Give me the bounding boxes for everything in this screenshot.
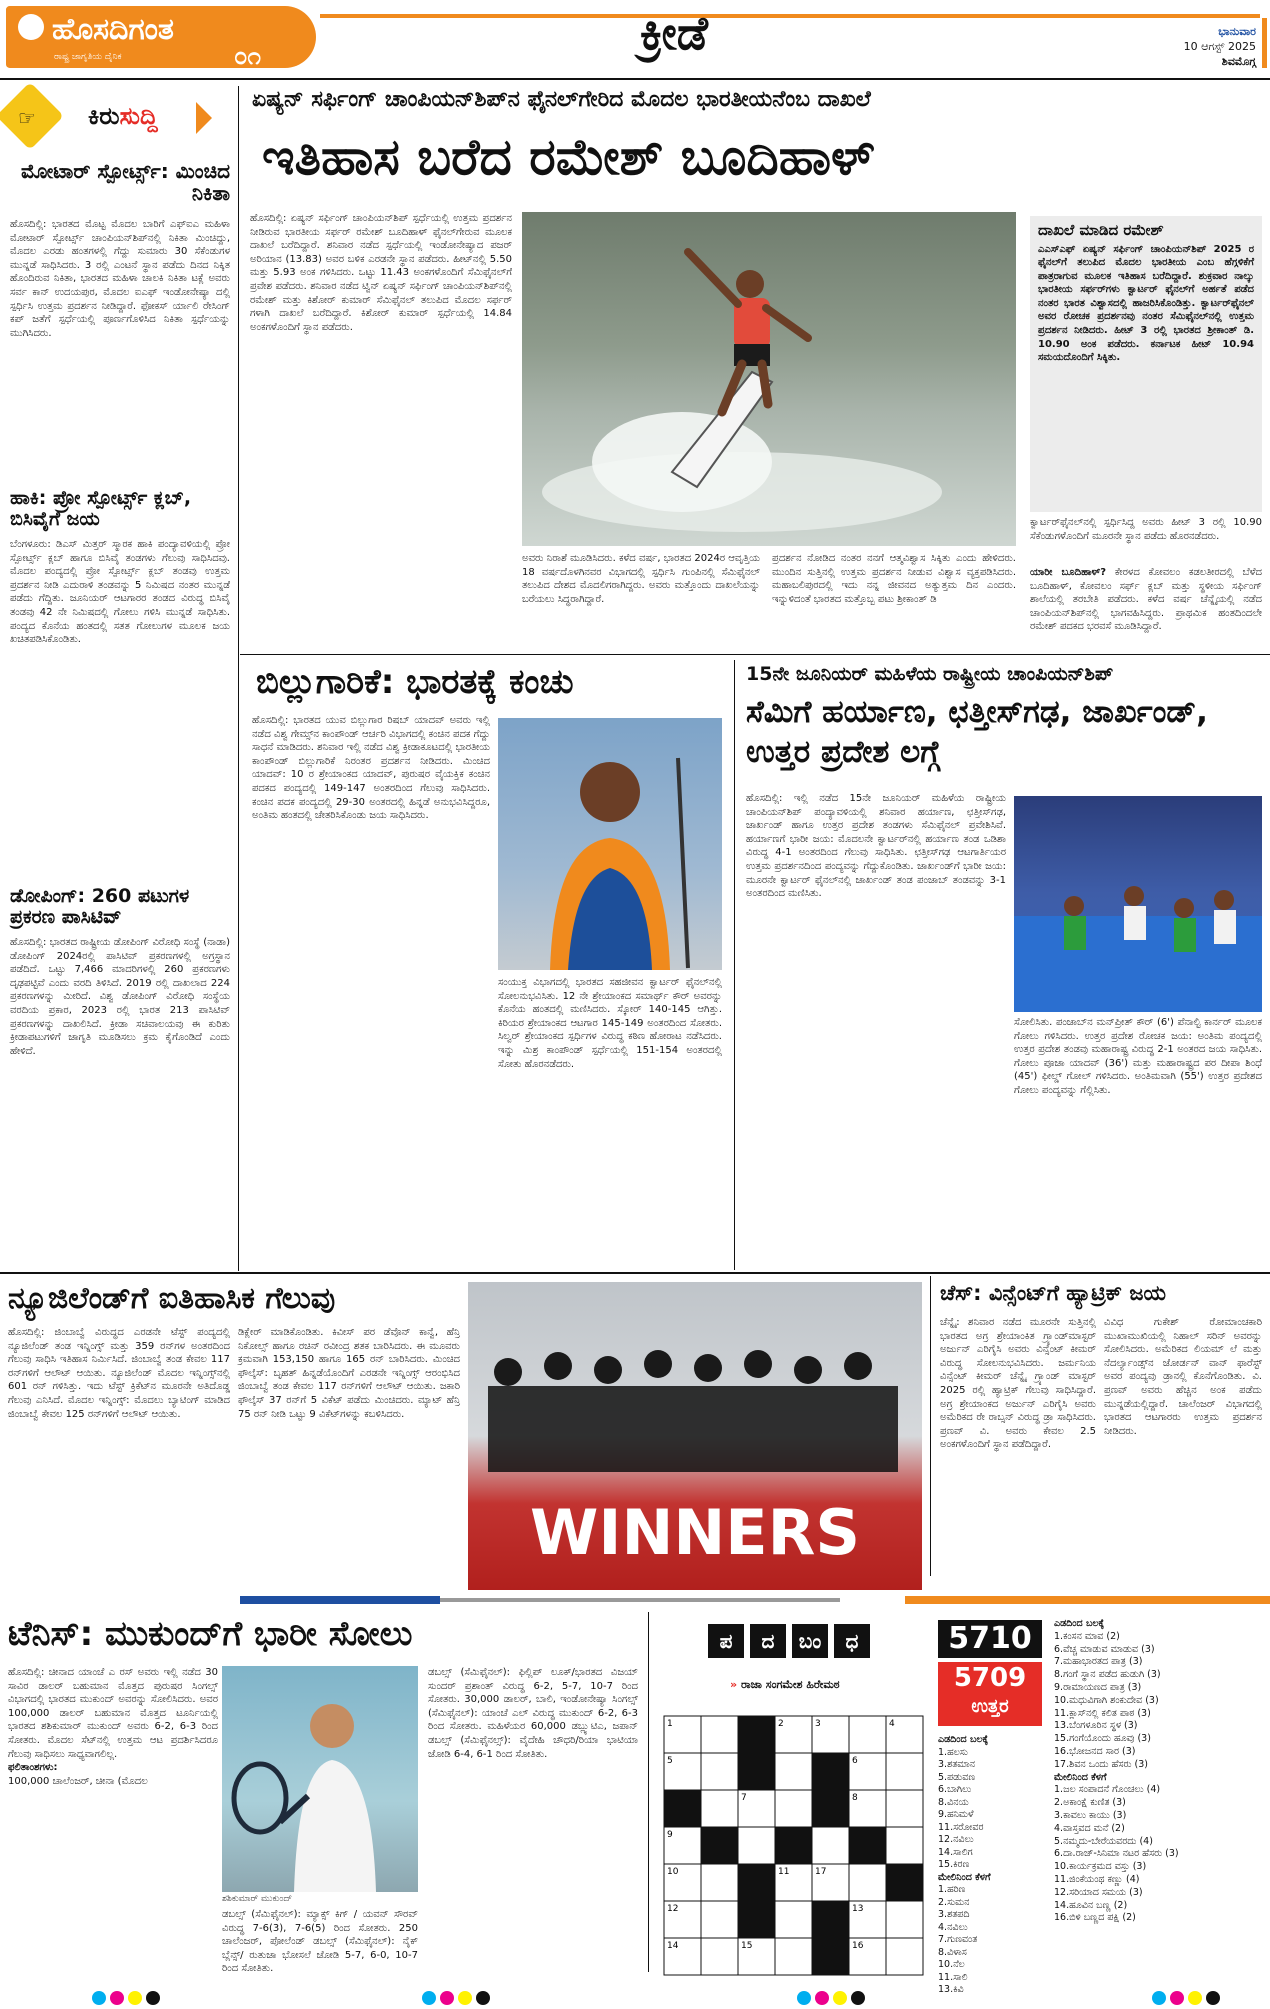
decor-bar-grey bbox=[440, 1598, 840, 1602]
crossword-cell-number: 9 bbox=[667, 1830, 673, 1840]
dateline-bar bbox=[1262, 18, 1267, 68]
tennis-headline: ಟೆನಿಸ್: ಮುಕುಂದ್‌ಗೆ ಭಾರೀ ಸೋಲು bbox=[8, 1614, 413, 1654]
prev-across-list bbox=[938, 1747, 1042, 1872]
crossword-cell bbox=[886, 1864, 923, 1901]
decor-bar-blue bbox=[240, 1596, 440, 1604]
crossword-cell[interactable] bbox=[886, 1938, 923, 1975]
crossword-cell[interactable] bbox=[775, 1753, 812, 1790]
crossword-cell[interactable] bbox=[849, 1864, 886, 1901]
crossword-cell-number: 16 bbox=[852, 1941, 864, 1951]
crossword-cell bbox=[664, 1790, 701, 1827]
prev-across-answer-item: 8.ವಿನಯ bbox=[938, 1796, 969, 1808]
prev-across-answer-item: 3.ಶತಮಾನ bbox=[938, 1759, 975, 1770]
swatch-cyan bbox=[422, 1991, 436, 2005]
left-col-divider bbox=[238, 86, 239, 1271]
crossword-cell-number: 5 bbox=[667, 1756, 673, 1766]
down-clue-item: 10.ಕಾರ್ಯಕ್ರಮದ ವಸ್ತು (3) bbox=[1054, 1861, 1147, 1873]
across-clue-item: 9.ರಾಮಾಯಣದ ಪಾತ್ರ (3) bbox=[1054, 1681, 1142, 1693]
prev-down-answer-item: 1.ಹರಿಣ bbox=[938, 1884, 966, 1895]
prev-down-answer-item: 3.ಶತಪದಿ bbox=[938, 1909, 970, 1920]
down-clue-item: 11.ಜಿಂಕೆಯಂಥ ಕಣ್ಣು (4) bbox=[1054, 1873, 1140, 1885]
across-title: ಎಡದಿಂದ ಬಲಕ್ಕೆ bbox=[1054, 1618, 1105, 1629]
tennis-photo-caption: ಶಶಿಕುಮಾರ್ ಮುಕುಂದ್ bbox=[222, 1894, 293, 1904]
crossword-cell-number: 1 bbox=[667, 1719, 673, 1729]
padabandha-letter-3: ಬಂ bbox=[792, 1624, 828, 1658]
down-title: ಮೇಲಿನಿಂದ ಕೆಳಗೆ bbox=[1054, 1771, 1107, 1783]
crossword-cell bbox=[775, 1827, 812, 1864]
hockey-club-headline: ಹಾಕಿ: ಪ್ರೋ ಸ್ಪೋರ್ಟ್ಸ್ ಕ್ಲಬ್, ಬಿಸಿವೈಗೆ ಜಯ bbox=[10, 487, 192, 530]
crossword-cell[interactable] bbox=[701, 1790, 738, 1827]
doping-headline: ಡೋಪಿಂಗ್: 260 ಪಟುಗಳ ಪ್ರಕರಣ ಪಾಸಿಟಿವ್ bbox=[10, 885, 190, 928]
svg-text:WINNERS: WINNERS bbox=[530, 1496, 860, 1569]
crossword-cell[interactable] bbox=[886, 1790, 923, 1827]
hockey-club-body: ಬೆಂಗಳೂರು: ಡಿಎಸ್ ಮಿತ್ತರ್ ಸ್ಮಾರಕ ಹಾಕಿ ಪಂದ್ಯಾವಳಿಯಲ್ಲಿ ಪ್ರೋ ಸ್ಪೋರ್ಟ್ಸ್ ಕ್ಲಬ್ ಹಾಗೂ ಬಿಸಿವೈ ತಂಡಗಳು ಗೆಲುವು ಸಾಧಿಸಿದವು. ಮೊದಲ ಪಂದ್ಯದಲ್ಲಿ ಪ್ರೋ ಸ್ಪೋರ್ಟ್ಸ್ ಕ್ಲಬ್ ತಂಡವು ಉತ್ತಮ ಪ್ರದರ್ಶನ ನೀಡಿ ಎದುರಾಳಿ ತಂಡವನ್ನು 5 ನಿಮಿಷದ ನಂತರ ಮುನ್ನಡೆ ಪಡೆದು ಗೆದ್ದಿತು. ಜೂನಿಯರ್ ಆಟಗಾರರ ತಂಡದ ವಿರುದ್ಧ ಬಿಸಿವೈ ತಂಡವು 42 ನೇ ನಿಮಿಷದಲ್ಲಿ ಗೋಲು ಗಳಿಸಿ ಮುನ್ನಡೆ ಸಾಧಿಸಿತು. ಪಂದ್ಯದ ಕೊನೆಯ ಹಂತದಲ್ಲಿ ಸತತ ಗೋಲುಗಳ ಮೂಲಕ ಜಯ ಖಚಿತಪಡಿಸಿಕೊಂಡಿತು. bbox=[10, 539, 230, 646]
across-clue-item: 1.ಕಂಸನ ಮಾವ (2) bbox=[1054, 1630, 1120, 1642]
puzzle-author-name: ರಾಜಾ ಸಂಗಮೇಶ ಹಿರೇಮಠ bbox=[740, 1678, 840, 1691]
across-clue-item: 13.ಬೆಂಗಳೂರಿನ ಸ್ಥಳ (3) bbox=[1054, 1720, 1138, 1732]
dateline-day: ಭಾನುವಾರ bbox=[1218, 25, 1256, 38]
down-clue-item: 4.ವಾಸ್ತವದ ಮನೆ (2) bbox=[1054, 1822, 1125, 1834]
tennis-results-label: ಫಲಿತಾಂಶಗಳು: bbox=[8, 1762, 58, 1774]
prev-across-answer-item: 6.ಬಾಗಿಲು bbox=[938, 1784, 972, 1795]
lead-bottom-rule bbox=[240, 654, 1270, 655]
motorsport-body: ಹೊಸದಿಲ್ಲಿ: ಭಾರತದ ಮೊಟ್ಟ ಮೊದಲ ಬಾರಿಗೆ ಎಫ್‌ಐಎ ಮಹಿಳಾ ಮೋಟಾರ್ ಸ್ಪೋರ್ಟ್ಸ್ ಚಾಂಪಿಯನ್‌ಶಿಪ್‌ನಲ್ಲಿ ನಿಕಿತಾ ಮಿಂಚಿದ್ದು, ಮೊದಲ ಎರಡು ಹಂತಗಳಲ್ಲಿ ಗೆದ್ದು ಸುಮಾರು 30 ಸೆಕೆಂಡುಗಳ ಮುನ್ನಡೆ ಸಾಧಿಸಿದರು. 3 ರಲ್ಲಿ ಎಂಟನೆ ಸ್ಥಾನ ಪಡೆದು ದಿನದ ನಿಕ್ಕಿತ ಹೊಂದಿರುವ ನಿಕಿತಾ, ಭಾರತದ ಮಹಿಳಾ ಚಾಲಕಿ ನಿಕಿತಾ ಟಕ್ಲೆ ಅವರು ಸರ್ವ ಕಾನ್ ಉದಯಪುರ, ಮೊದಲ ಐಎಫ್ ಇಂಡೋನೇಷ್ಯಾ ದಲ್ಲಿ ಸ್ಪರ್ಧಿಸಿ ಉತ್ತಮ ಪ್ರದರ್ಶನ ನೀಡಿದ್ದಾರೆ. ಫೋಕಸ್ ರ್ಯಾಲಿ ರೇಸಿಂಗ್ ಕಪ್ ಜತೆಗೆ ಸ್ಪರ್ಧೆಯಲ್ಲಿ ಪೂರ್ಣಗೊಳಿಸಿದ ನಿಕಿತಾ ಸ್ಪರ್ಧೆಯನ್ನು ಮುಗಿಸಿದರು. bbox=[10, 219, 230, 339]
crossword-cell-number: 3 bbox=[815, 1719, 821, 1729]
prev-across-answer-item: 12.ನವಿಲು bbox=[938, 1834, 974, 1845]
decor-bar-orange bbox=[905, 1596, 1270, 1604]
crossword-cell bbox=[812, 1938, 849, 1975]
prev-across-answer-item: 11.ಸರೋವರ bbox=[938, 1821, 984, 1833]
across-clue-item: 10.ಮಧುವಿಗಾಗಿ ಶಂಕುದೇವ (3) bbox=[1054, 1694, 1159, 1706]
chess-body2: ವಿವಿಧ ಗುಕೇಶ್ ರೋಮಾಂಚಕಾರಿ ಮುಖಾಮುಖಿಯಲ್ಲಿ ನಿಹಾಲ್ ಸರಿನ್ ಅವರನ್ನು ಸೋಲಿಸಿದರು. ಅಮೆರಿಕದ ಲಿಯಮ್ ಲೆ ಮತ್ತು ನೆದರ್ಲ್ಯಾಂಡ್ಸ್‌ನ ಜೋರ್ಡನ್ ವಾನ್ ಫಾರೆಸ್ಟ್ ಅವರ ಪಂದ್ಯವು ಡ್ರಾನಲ್ಲಿ ಕೊನೆಗೊಂಡಿತು. ವಿ. ಪ್ರಣವ್ ಅವರು ಹೆಚ್ಚಿನ ಅಂಕ ಪಡೆದು ಮುನ್ನಡೆಯಲ್ಲಿದ್ದಾರೆ. ಚಾಲೆಂಜರ್ ವಿಭಾಗದಲ್ಲಿ ಭಾರತದ ಆಟಗಾರರು ಉತ್ತಮ ಪ್ರದರ್ಶನ ನೀಡಿದರು. bbox=[1104, 1317, 1262, 1437]
chess-body: ಚೆನ್ನೈ: ಶನಿವಾರ ನಡೆದ ಮೂರನೇ ಸುತ್ತಿನಲ್ಲಿ ಭಾರತದ ಅಗ್ರ ಶ್ರೇಯಾಂಕಿತ ಗ್ರ್ಯಾಂಡ್‌ಮಾಸ್ಟರ್ ಅರ್ಜುನ್ ಎರಿಗೈಸಿ ಅವರು ವಿನ್ಸೆಂಟ್ ಕೀಮರ್ ವಿರುದ್ಧ ಸೋಲನುಭವಿಸಿದರು. ಜರ್ಮನಿಯ ವಿನ್ಸೆಂಟ್ ಕೀಮರ್ ಚೆನ್ನೈ ಗ್ರ್ಯಾಂಡ್ ಮಾಸ್ಟರ್ 2025 ರಲ್ಲಿ ಹ್ಯಾಟ್ರಿಕ್ ಗೆಲುವು ಸಾಧಿಸಿದ್ದಾರೆ. ಅಗ್ರ ಶ್ರೇಯಾಂಕದ ಅರ್ಜುನ್ ಎರಿಗೈಸಿ ಅವರು ಅಮೆರಿಕದ ರೇ ರಾಬ್ಸನ್ ವಿರುದ್ಧ ಡ್ರಾ ಸಾಧಿಸಿದರು. ಪ್ರಣವ್ ವಿ. ಅವರು ಕೇವಲ 2.5 ಅಂಕಗಳೊಂದಿಗೆ ಸ್ಥಾನ ಪಡೆದಿದ್ದಾರೆ. bbox=[940, 1317, 1096, 1451]
down-clue-item: 6.ದಾ.ರಾಜ್-ಸಿನಿಮಾ ನಟರ ಹೆಸರು (3) bbox=[1054, 1848, 1179, 1860]
who-body: ಕೇರಳದ ಕೋವಲಂ ಕಡಲತೀರದಲ್ಲಿ ಬೆಳೆದ ಬೂದಿಹಾಳ್, ಕೋವಲಂ ಸರ್ಫ್ ಕ್ಲಬ್ ಮತ್ತು ಸ್ಥಳೀಯ ಸರ್ಫಿಂಗ್ ಶಾಲೆಯಲ್ಲಿ ತರಬೇತಿ ಪಡೆದರು. ಕಳೆದ ವರ್ಷ ಚೆನ್ನೈಯಲ್ಲಿ ನಡೆದ ಚಾಂಪಿಯನ್‌ಶಿಪ್‌ನಲ್ಲಿ ಭಾಗವಹಿಸಿದ್ದರು. ಪ್ರಾಥಮಿಕ ಹಂತದಿಂದಲೇ ರಮೇಶ್ ಪದಕದ ಭರವಸೆ ಮೂಡಿಸಿದ್ದಾರೆ. bbox=[1030, 567, 1262, 633]
across-clue-item: 15.ಗಂಗೆಯೊಂದು ಹೂವು (3) bbox=[1054, 1733, 1151, 1745]
down-clue-item: 2.ಅಕಾಂಕ್ಷೆ ಕುಣಿತ (3) bbox=[1054, 1797, 1126, 1809]
archery-headline: ಬಿಲ್ಲುಗಾರಿಕೆ: ಭಾರತಕ್ಕೆ ಕಂಚು bbox=[256, 662, 574, 702]
crossword-cell[interactable] bbox=[701, 1753, 738, 1790]
tennis-player-photo bbox=[222, 1666, 418, 1892]
padabandha-title bbox=[708, 1624, 888, 1658]
logo-tagline: ರಾಷ್ಟ್ರ ಜಾಗೃತಿಯ ದೈನಿಕ bbox=[54, 52, 122, 62]
crossword-cell[interactable] bbox=[886, 1901, 923, 1938]
down-clue-item: 1.ಜಲ ಸಂಪಾದನೆ ಗೊಂಚಲು (4) bbox=[1054, 1784, 1161, 1796]
padabandha-letter-2: ದ bbox=[750, 1624, 786, 1658]
crossword-cell-number: 10 bbox=[667, 1867, 679, 1877]
swatch-yellow bbox=[458, 1991, 472, 2005]
archery-body2: ಸಂಯುಕ್ತ ವಿಭಾಗದಲ್ಲಿ ಭಾರತದ ಸಹಜೀವನ ಕ್ವಾರ್ಟರ್ ಫೈನಲ್‌ನಲ್ಲಿ ಸೋಲನುಭವಿಸಿತು. 12 ನೇ ಶ್ರೇಯಾಂಕದ ಸಮಾರ್ಥ್ ಕೌರ್ ಅವರನ್ನು ಕೊನೆಯ ಹಂತದಲ್ಲಿ ಮಣಿಸಿದರು. ಸ್ಕೋರ್ 140-145 ಆಗಿತ್ತು. ಕಿರಿಯರ ಶ್ರೇಯಾಂಕದ ಆಟಗಾರ 145-149 ಅಂತರದಿಂದ ಸೋತರು. ಸಿಲ್ವರ್ ಶ್ರೇಯಾಂಕದ ಸ್ಪರ್ಧಿಗಳ ವಿರುದ್ಧ ಕಠಿಣ ಹೋರಾಟ ನಡೆಸಿದರು. ಇನ್ನು ಮಿಶ್ರ ಕಾಂಪೌಂಡ್ ಸ್ಪರ್ಧೆಯಲ್ಲಿ 151-154 ಅಂತರದಲ್ಲಿ ಸೋತು ಹೊರನಡೆದರು. bbox=[498, 977, 722, 1070]
author-arrow-icon: » bbox=[730, 1678, 738, 1691]
swatch-black bbox=[146, 1991, 160, 2005]
crossword-cell-number: 13 bbox=[852, 1904, 864, 1914]
crossword-cell[interactable] bbox=[701, 1938, 738, 1975]
crossword-cell[interactable] bbox=[701, 1716, 738, 1753]
swatch-cyan bbox=[797, 1991, 811, 2005]
down-clue-item: 14.ಹೂವಿನ ಬಣ್ಣ (2) bbox=[1054, 1899, 1128, 1911]
down-clue-item: 5.ನಮ್ಮದು-ಬೇರೆಯವರದು (4) bbox=[1054, 1835, 1153, 1847]
crossword-grid-svg[interactable] bbox=[662, 1714, 924, 1976]
prev-down-answer-item: 10.ನೆಲ bbox=[938, 1959, 965, 1970]
puzzle-divider bbox=[648, 1612, 649, 1972]
archer-photo bbox=[498, 718, 722, 970]
surfer-photo bbox=[522, 212, 1016, 546]
chess-headline: ಚೆಸ್: ವಿನ್ಸೆಂಟ್‌ಗೆ ಹ್ಯಾಟ್ರಿಕ್ ಜಯ bbox=[940, 1281, 1166, 1305]
hockey-kicker: 15ನೇ ಜೂನಿಯರ್ ಮಹಿಳೆಯ ರಾಷ್ಟ್ರೀಯ ಚಾಂಪಿಯನ್‌ಶಿಪ್ bbox=[746, 663, 1114, 685]
across-clue-item: 17.ಶಿವನ ಒಂದು ಹೆಸರು (3) bbox=[1054, 1758, 1149, 1770]
color-swatches-4 bbox=[1150, 1990, 1222, 2009]
newspaper-logo bbox=[6, 6, 316, 68]
crossword-cell-number: 7 bbox=[741, 1793, 747, 1803]
crossword-cell-number: 14 bbox=[667, 1941, 679, 1951]
crossword-cell[interactable] bbox=[849, 1716, 886, 1753]
crossword-grid[interactable] bbox=[662, 1714, 924, 1976]
prev-down-list bbox=[938, 1884, 1042, 1997]
prev-down-answer-item: 2.ಸುಮನ bbox=[938, 1896, 970, 1908]
down-clue-item: 3.ಕಾವಲು ಕಾಯು (3) bbox=[1054, 1809, 1127, 1821]
tennis-illustration bbox=[222, 1666, 418, 1892]
motorsport-headline: ಮೋಟಾರ್ ಸ್ಪೋರ್ಟ್ಸ್: ಮಿಂಚಿದ ನಿಕಿತಾ bbox=[21, 159, 230, 205]
answers-box bbox=[938, 1662, 1042, 1726]
masthead-divider bbox=[0, 78, 1270, 80]
kiru-label bbox=[88, 102, 158, 130]
hockey-body2: ಸೋಲಿಸಿತು. ಪಂಜಾಬ್‌ನ ಮನ್‌ಪ್ರೀತ್ ಕೌರ್ (6') ಪೆನಾಲ್ಟಿ ಕಾರ್ನರ್ ಮೂಲಕ ಗೋಲು ಗಳಿಸಿದರು. ಉತ್ತರ ಪ್ರದೇಶ ರೋಚಕ ಜಯ: ಅಂತಿಮ ಪಂದ್ಯದಲ್ಲಿ ಉತ್ತರ ಪ್ರದೇಶ ತಂಡವು ಮಹಾರಾಷ್ಟ್ರ ವಿರುದ್ಧ 2-1 ಅಂತರದ ಜಯ ಸಾಧಿಸಿತು. ಗೋಲು ಪೂಜಾ ಯಾದವ್ (36') ಮತ್ತು ಮಹಾರಾಷ್ಟ್ರದ ಪರ ದೀಪಾ ಶಿಂಧೆ (45') ಫೀಲ್ಡ್ ಗೋಲ್ ಗಳಿಸಿದರು. ಅಂತಿಮವಾಗಿ (55') ಉತ್ತರ ಪ್ರದೇಶದ ಗೋಲು ಪಂದ್ಯವನ್ನು ಗೆಲ್ಲಿಸಿತು. bbox=[1014, 1017, 1262, 1096]
crossword-cell bbox=[812, 1753, 849, 1790]
masthead bbox=[0, 0, 1270, 78]
tennis-results-line: 100,000 ಚಾಲೆಂಜರ್, ಚೀನಾ (ಮೊದಲ bbox=[8, 1775, 148, 1787]
mid-divider bbox=[0, 1272, 1270, 1274]
swatch-cyan bbox=[92, 1991, 106, 2005]
swatch-black bbox=[476, 1991, 490, 2005]
puzzle-author bbox=[730, 1678, 840, 1692]
crossword-cell-number: 15 bbox=[741, 1941, 753, 1951]
cricket-body2: ಡಿಕ್ಲೇರ್ ಮಾಡಿಕೊಂಡಿತು. ಕಿವೀಸ್ ಪರ ಡೆವೊನ್ ಕಾನ್ವೆ, ಹೆನ್ರಿ ನಿಕೋಲ್ಸ್ ಹಾಗೂ ರಚಿನ್ ರವೀಂದ್ರ ಶತಕ ಬಾರಿಸಿದರು. ಈ ಮೂವರು ಕ್ರಮವಾಗಿ 153,150 ಹಾಗೂ 165 ರನ್ ಬಾರಿಸಿದರು. ಮಿಂಚಿದ ಫೌಲ್ಕೆಸ್: ಬೃಹತ್ ಹಿನ್ನಡೆಯೊಂದಿಗೆ ಎರಡನೇ ಇನ್ನಿಂಗ್ಸ್ ಆರಂಭಿಸಿದ ಜಿಂಬಾಬ್ವೆ ತಂಡ ಕೇವಲ 117 ರನ್‌ಗಳಿಗೆ ಆಲೌಟ್ ಆಯಿತು. ಜಕಾರಿ ಫೌಲ್ಕೆಸ್ 37 ರನ್‌ಗೆ 5 ವಿಕೆಟ್ ಪಡೆದು ಮಿಂಚಿದರು. ಮ್ಯಾಟ್ ಹೆನ್ರಿ 75 ರನ್ ನೀಡಿ ಒಟ್ಟು 9 ವಿಕೆಟ್‌ಗಳನ್ನು ಕಬಳಿಸಿದರು. bbox=[238, 1327, 460, 1420]
hockey-headline: ಸೆಮಿಗೆ ಹರ್ಯಾಣ, ಛತ್ತೀಸ್‌ಗಢ, ಜಾರ್ಖಂಡ್, ಉತ್ತರ ಪ್ರದೇಶ ಲಗ್ಗೆ bbox=[746, 694, 1208, 770]
crossword-cell[interactable] bbox=[775, 1938, 812, 1975]
swatch-magenta bbox=[1170, 1991, 1184, 2005]
lead-body-col1: ಹೊಸದಿಲ್ಲಿ: ಏಷ್ಯನ್ ಸರ್ಫಿಂಗ್ ಚಾಂಪಿಯನ್‌ಶಿಪ್ ಸ್ಪರ್ಧೆಯಲ್ಲಿ ಉತ್ತಮ ಪ್ರದರ್ಶನ ನೀಡಿರುವ ಭಾರತೀಯ ಸರ್ಫರ್ ರಮೇಶ್ ಬೂದಿಹಾಳ್ ಫೈನಲ್‌ಗೇರುವ ಮೂಲಕ ದಾಖಲೆ ಬರೆದಿದ್ದಾರೆ. ಶನಿವಾರ ನಡೆದ ಸ್ಪರ್ಧೆಯಲ್ಲಿ ಇಂಡೋನೇಷ್ಯಾದ ಪಜರ್ ಅರಿಯಾನ (13.83) ಅವರ ಬಳಿಕ ಎರಡನೇ ಸ್ಥಾನ ಪಡೆದರು. ಹೀಟ್‌ನಲ್ಲಿ 5.50 ಮತ್ತು 5.93 ಅಂಕ ಗಳಿಸಿದರು. ಒಟ್ಟು 11.43 ಅಂಕಗಳೊಂದಿಗೆ ಸೆಮಿಫೈನಲ್‌ಗೆ ಪ್ರವೇಶ ಪಡೆದರು. ಶನಿವಾರ ನಡೆದ ಟ್ವಿನ್ ಏಷ್ಯನ್ ಸರ್ಫಿಂಗ್ ಚಾಂಪಿಯನ್‌ಶಿಪ್‌ನಲ್ಲಿ ರಮೇಶ್ ಮತ್ತು ಕಿಶೋರ್ ಕುಮಾರ್ ಸೆಮಿಫೈನಲ್ ತಲುಪಿದ ಮೊದಲ ಸರ್ಫರ್ ಗಳಾಗಿ ದಾಖಲೆ ಬರೆದಿದ್ದಾರೆ. ಕಿಶೋರ್ ಕುಮಾರ್ ಸ್ಪರ್ಧೆಯಲ್ಲಿ 14.84 ಅಂಕಗಳೊಂದಿಗೆ ಸ್ಥಾನ ಪಡೆದರು. bbox=[250, 213, 512, 333]
crossword-cell[interactable] bbox=[886, 1827, 923, 1864]
across-clue-item: 11.ಕ್ಲಾಸ್‌ನಲ್ಲಿ ಕಲಿತ ಪಾಠ (3) bbox=[1054, 1707, 1151, 1719]
lead-body-col3: ಪ್ರದರ್ಶನ ನೋಡಿದ ನಂತರ ನನಗೆ ಆತ್ಮವಿಶ್ವಾಸ ಸಿಕ್ಕಿತು ಎಂದು ಹೇಳಿದರು. ಮುಂದಿನ ಸುತ್ತಿನಲ್ಲಿ ಉತ್ತಮ ಪ್ರದರ್ಶನ ನೀಡುವ ವಿಶ್ವಾಸ ವ್ಯಕ್ತಪಡಿಸಿದರು. ಮಹಾಬಲಿಪುರದಲ್ಲಿ ಇದು ನನ್ನ ಜೀವನದ ಅತ್ಯುತ್ತಮ ದಿನ ಎಂದರು. ಇನ್ನುಳಿದಂತೆ ಭಾರತದ ಮತ್ತೊಬ್ಬ ಪಟು ಶ್ರೀಕಾಂತ್ ಡಿ bbox=[772, 553, 1016, 605]
crossword-cell[interactable] bbox=[738, 1827, 775, 1864]
section-title: ಕ್ರೀಡೆ bbox=[640, 6, 708, 60]
lead-headline: ಇತಿಹಾಸ ಬರೆದ ರಮೇಶ್ ಬೂದಿಹಾಳ್ bbox=[262, 128, 875, 186]
down-clue-item: 16.ಬಿಳಿ ಬಣ್ಣದ ಪಕ್ಷಿ (2) bbox=[1054, 1912, 1136, 1924]
tennis-text: ಹೊಸದಿಲ್ಲಿ: ಚೀನಾದ ಯಾಂಚೆ ಎ ರಸ್ ಅವರು ಇಲ್ಲಿ ನಡೆದ 30 ಸಾವಿರ ಡಾಲರ್ ಬಹುಮಾನ ಮೊತ್ತದ ಪುರುಷರ ಸಿಂಗಲ್ಸ್ ವಿಭಾಗದಲ್ಲಿ ಭಾರತದ ಮುಕುಂದ್ ಅವರನ್ನು ಸೋಲಿಸಿದರು. ಅವರ 100,000 ಡಾಲರ್ ಬಹುಮಾನ ಮೊತ್ತದ ಟೂರ್ನಿಯಲ್ಲಿ ಭಾರತದ ಶಶಿಕುಮಾರ್ ಮುಕುಂದ್ ಅವರು 6-2, 6-3 ರಿಂದ ಸೋತರು. ಮೊದಲ ಸೆಟ್‌ನಲ್ಲಿ ಉತ್ತಮ ಆಟ ಪ್ರದರ್ಶಿಸಿದರೂ ಗೆಲುವು ಸಾಧಿಸಲು ಸಾಧ್ಯವಾಗಲಿಲ್ಲ. bbox=[8, 1667, 218, 1760]
lead-kicker: ಏಷ್ಯನ್ ಸರ್ಫಿಂಗ್ ಚಾಂಪಿಯನ್‌ಶಿಪ್‌ನ ಫೈನಲ್‌ಗೇರಿದ ಮೊದಲ ಭಾರತೀಯನೆಂಬ ದಾಖಲೆ bbox=[252, 87, 871, 112]
crossword-cell bbox=[701, 1827, 738, 1864]
prev-across-answer-item: 5.ಪಡುವಣ bbox=[938, 1771, 976, 1783]
arrow-icon bbox=[196, 102, 212, 134]
across-clue-item: 8.ಗಂಗೆ ಸ್ಥಾನ ಪಡೆದ ಹುಡುಗಿ (3) bbox=[1054, 1669, 1161, 1681]
record-box bbox=[1030, 216, 1262, 512]
prev-answers bbox=[938, 1734, 1042, 1995]
prev-down-title: ಮೇಲಿನಿಂದ ಕೆಳಗೆ bbox=[938, 1871, 991, 1883]
prev-across-answer-item: 14.ಸಾಲಿಗ bbox=[938, 1846, 973, 1858]
prev-down-answer-item: 7.ಗುಣವಂತ bbox=[938, 1934, 978, 1945]
kiru-suddi-banner bbox=[6, 88, 228, 148]
record-box-title: ದಾಖಲೆ ಮಾಡಿದ ರಮೇಶ್ bbox=[1038, 221, 1164, 239]
prev-across-answer-item: 1.ಹಲಸು bbox=[938, 1746, 968, 1758]
crossword-cell-number: 4 bbox=[889, 1719, 895, 1729]
archery-body: ಹೊಸದಿಲ್ಲಿ: ಭಾರತದ ಯುವ ಬಿಲ್ಲುಗಾರ ರಿಷಬ್ ಯಾದವ್ ಅವರು ಇಲ್ಲಿ ನಡೆದ ವಿಶ್ವ ಗೇಮ್ಸ್‌ನ ಕಾಂಪೌಂಡ್ ಆರ್ಚರಿ ವಿಭಾಗದಲ್ಲಿ ಕಂಚಿನ ಪದಕ ಗೆದ್ದು ಸಾಧನೆ ಮಾಡಿದರು. ಶನಿವಾರ ಇಲ್ಲಿ ನಡೆದ ವಿಶ್ವ ಕ್ರೀಡಾಕೂಟದಲ್ಲಿ ಭಾರತೀಯ ಕಾಂಪೌಂಡ್ ಬಿಲ್ಲುಗಾರಿಕೆ ನಿರಂತರ ಪ್ರದರ್ಶನ ನೀಡಿದರು. ಮಿಂಚಿದ ಯಾದವ್: 10 ರ ಶ್ರೇಯಾಂಕದ ಯಾದವ್, ಪುರುಷರ ವೈಯಕ್ತಿಕ ಕಂಚಿನ ಪದಕದ ಪಂದ್ಯದಲ್ಲಿ 149-147 ಅಂತರದಿಂದ ಗೆಲುವು ಸಾಧಿಸಿದರು. ಕಂಚಿನ ಪದಕ ಪಂದ್ಯದಲ್ಲಿ 29-30 ಅಂತರದಲ್ಲಿ ಹಿನ್ನಡೆ ಅನುಭವಿಸಿದ್ದರೂ, ಅಂತಿಮ ಹಂತದಲ್ಲಿ ಚೇತರಿಸಿಕೊಂಡು ಜಯ ಸಾಧಿಸಿದರು. bbox=[252, 715, 490, 822]
dateline-city: ಶಿವಮೊಗ್ಗ bbox=[1221, 55, 1256, 68]
kiru-label-b: ಸುದ್ದಿ bbox=[119, 102, 158, 130]
hockey-illustration bbox=[1014, 796, 1262, 1012]
swatch-magenta bbox=[440, 1991, 454, 2005]
hockey-photo bbox=[1014, 796, 1262, 1012]
cricket-team-photo bbox=[468, 1282, 922, 1590]
lead-body-col2: ಅವರು ನಿರಾಶೆ ಮೂಡಿಸಿದರು. ಕಳೆದ ವರ್ಷ, ಭಾರತದ 2024ರ ಆವೃತ್ತಿಯ 18 ವರ್ಷದೊಳಗಿನವರ ವಿಭಾಗದಲ್ಲಿ ಸ್ಪರ್ಧಿಸಿ ಗುಂಪಿನಲ್ಲಿ ಸೆಮಿಫೈನಲ್ ತಲುಪಿದ ದೇಶದ ಮೊದಲಿಗರಾಗಿದ್ದರು. ಅವರು ಮತ್ತೊಂದು ದಾಖಲೆಯನ್ನು ಬರೆಯಲು ಸಿದ್ಧರಾಗಿದ್ದಾರೆ. bbox=[522, 553, 760, 605]
doping-body: ಹೊಸದಿಲ್ಲಿ: ಭಾರತದ ರಾಷ್ಟ್ರೀಯ ಡೋಪಿಂಗ್ ವಿರೋಧಿ ಸಂಸ್ಥೆ (ನಾಡಾ) ಡೋಪಿಂಗ್ 2024ರಲ್ಲಿ ಪಾಸಿಟಿವ್ ಪ್ರಕರಣಗಳಲ್ಲಿ ಅಗ್ರಸ್ಥಾನ ಪಡೆದಿದೆ. ಒಟ್ಟು 7,466 ಮಾದರಿಗಳಲ್ಲಿ 260 ಪ್ರಕರಣಗಳು ದೃಢಪಟ್ಟಿವೆ ಎಂದು ವರದಿ ತಿಳಿಸಿದೆ. 2019 ರಲ್ಲಿ ದಾಖಲಾದ 224 ಪ್ರಕರಣಗಳನ್ನು ಮೀರಿದೆ. ವಿಶ್ವ ಡೋಪಿಂಗ್ ವಿರೋಧಿ ಸಂಸ್ಥೆಯ ವರದಿಯ ಪ್ರಕಾರ, 2023 ರಲ್ಲಿ ಭಾರತ 213 ಪಾಸಿಟಿವ್ ಪ್ರಕರಣಗಳನ್ನು ದಾಖಲಿಸಿದೆ. ಕ್ರೀಡಾ ಸಚಿವಾಲಯವು ಈ ಕುರಿತು ಕ್ರೀಡಾಪಟುಗಳಿಗೆ ಜಾಗೃತಿ ಮೂಡಿಸಲು ಕ್ರಮ ಕೈಗೊಂಡಿದೆ ಎಂದು ಹೇಳಿದೆ. bbox=[10, 937, 230, 1057]
down-clue-item: 12.ಸರಿಯಾದ ಸಮಯ (3) bbox=[1054, 1886, 1143, 1898]
hand-glyph: ☞ bbox=[18, 106, 36, 130]
crossword-cell bbox=[738, 1901, 775, 1938]
crossword-cell[interactable] bbox=[701, 1901, 738, 1938]
dateline-date: 10 ಆಗಸ್ಟ್ 2025 bbox=[1183, 40, 1256, 53]
chess-divider bbox=[930, 1276, 931, 1576]
crossword-cell bbox=[812, 1901, 849, 1938]
color-swatches-1 bbox=[90, 1990, 162, 2009]
padabandha-letter-1: ಪ bbox=[708, 1624, 744, 1658]
prev-puzzle-number: 5709 bbox=[953, 1663, 1027, 1693]
crossword-cell bbox=[738, 1716, 775, 1753]
crossword-cell-number: 17 bbox=[815, 1867, 827, 1877]
crossword-cell[interactable] bbox=[775, 1790, 812, 1827]
tennis-body bbox=[8, 1666, 218, 1968]
swatch-black bbox=[1206, 1991, 1220, 2005]
crossword-cell-number: 6 bbox=[852, 1756, 858, 1766]
crossword-cell-number: 11 bbox=[778, 1867, 790, 1877]
crossword-cell bbox=[849, 1827, 886, 1864]
swatch-cyan bbox=[1152, 1991, 1166, 2005]
answers-label: ಉತ್ತರ bbox=[971, 1696, 1009, 1717]
crossword-cell[interactable] bbox=[812, 1827, 849, 1864]
crossword-cell bbox=[738, 1864, 775, 1901]
who-title: ಯಾರೀ ಬೂದಿಹಾಳ್? bbox=[1030, 567, 1107, 578]
logo-emblem-icon bbox=[18, 14, 44, 40]
crossword-cell[interactable] bbox=[775, 1901, 812, 1938]
logo-title: ಹೊಸದಿಗಂತ bbox=[52, 12, 174, 47]
kiru-label-a: ಕಿರು bbox=[88, 102, 120, 130]
prev-down-answer-item: 4.ನವಿಲು bbox=[938, 1921, 968, 1933]
puzzle-number: 5710 bbox=[938, 1620, 1042, 1658]
color-swatches-3 bbox=[795, 1990, 867, 2009]
across-clue-item: 16.ಭೋಜನದ ಸಾರ (3) bbox=[1054, 1745, 1136, 1757]
page-number: ೦೧ bbox=[234, 42, 261, 70]
crossword-cell[interactable] bbox=[701, 1864, 738, 1901]
prev-across-answer-item: 15.ಕಿರಣ bbox=[938, 1859, 970, 1870]
clues bbox=[1054, 1618, 1264, 1972]
crossword-cell bbox=[738, 1753, 775, 1790]
swatch-yellow bbox=[833, 1991, 847, 2005]
down-clue-list bbox=[1054, 1784, 1264, 1925]
archery-divider bbox=[734, 660, 735, 1270]
prev-down-answer-item: 8.ವಿಳಾಸ bbox=[938, 1946, 967, 1958]
prev-across-answer-item: 9.ಹನಿಮಳೆ bbox=[938, 1809, 974, 1820]
archer-illustration bbox=[498, 718, 722, 970]
crossword-cell-number: 12 bbox=[667, 1904, 679, 1914]
swatch-magenta bbox=[815, 1991, 829, 2005]
team-illustration bbox=[468, 1282, 922, 1590]
dateline bbox=[1140, 24, 1256, 69]
padabandha-letter-4: ಧ bbox=[834, 1624, 870, 1658]
surfer-illustration bbox=[522, 212, 1016, 546]
crossword-cell-number: 8 bbox=[852, 1793, 858, 1803]
prev-down-answer-item: 13.ಕಿವಿ bbox=[938, 1984, 964, 1995]
swatch-yellow bbox=[128, 1991, 142, 2005]
crossword-cell bbox=[812, 1790, 849, 1827]
across-clue-item: 6.ವೆಚ್ಚ ಮಾಡುವ ಮಾಡುವ (3) bbox=[1054, 1643, 1155, 1655]
color-swatches-2 bbox=[420, 1990, 492, 2009]
across-clue-item: 7.ಮಹಾಭಾರತದ ಪಾತ್ರ (3) bbox=[1054, 1656, 1143, 1668]
masthead-rule bbox=[320, 14, 1260, 18]
swatch-magenta bbox=[110, 1991, 124, 2005]
prev-down-answer-item: 11.ಸಾಲಿ bbox=[938, 1971, 968, 1983]
record-box-body: ಎಎಸ್ಎಫ್ ಏಷ್ಯನ್ ಸರ್ಫಿಂಗ್ ಚಾಂಪಿಯನ್‌ಶಿಪ್ 2025 ರ ಫೈನಲ್‌ಗೆ ತಲುಪಿದ ಮೊದಲ ಭಾರತೀಯ ಎಂಬ ಹೆಗ್ಗಳಿಕೆಗೆ ಪಾತ್ರರಾಗುವ ಮೂಲಕ ಇತಿಹಾಸ ಬರೆದಿದ್ದಾರೆ. ಶುಕ್ರವಾರ ನಾಲ್ಕು ಭಾರತೀಯ ಸರ್ಫರ್‌ಗಳು ಕ್ವಾರ್ಟರ್ ಫೈನಲ್‌ಗೆ ಅರ್ಹತೆ ಪಡೆದ ನಂತರ ಭಾರತ ವಿಶ್ವಾಸದಲ್ಲಿ ಹಾಜರಿಸಿಕೊಂಡಿತ್ತು. ಕ್ವಾರ್ಟರ್‌ಫೈನಲ್ ಅವರ ರೋಚಕ ಪ್ರದರ್ಶನವು ನಂತರ ಸೆಮಿಫೈನಲ್‌ನಲ್ಲಿ ಉತ್ತಮ ಪ್ರದರ್ಶನ ನೀಡಿದರು. ಹೀಟ್ 3 ರಲ್ಲಿ ಭಾರತದ ಶ್ರೀಕಾಂತ್ ಡಿ. 10.90 ಅಂಕ ಪಡೆದರು. ಕರ್ನಾಟಕ ಹೀಟ್ 10.94 ಸಮಯದೊಂದಿಗೆ ಸಿಕ್ಕಿತು. bbox=[1038, 243, 1254, 364]
record-below-box: ಕ್ವಾರ್ಟರ್‌ಫೈನಲ್‌ನಲ್ಲಿ ಸ್ಪರ್ಧಿಸಿದ್ದ ಅವರು ಹೀಟ್ 3 ರಲ್ಲಿ 10.90 ಸೆಕೆಂಡುಗಳೊಂದಿಗೆ ಮೂರನೇ ಸ್ಥಾನ ಪಡೆದು ಹೊರನಡೆದರು. bbox=[1030, 517, 1262, 542]
crossword-cell-number: 2 bbox=[778, 1719, 784, 1729]
hockey-body: ಹೊಸದಿಲ್ಲಿ: ಇಲ್ಲಿ ನಡೆದ 15ನೇ ಜೂನಿಯರ್ ಮಹಿಳೆಯ ರಾಷ್ಟ್ರೀಯ ಚಾಂಪಿಯನ್‌ಶಿಪ್ ಪಂದ್ಯಾವಳಿಯಲ್ಲಿ ಶನಿವಾರ ಹರ್ಯಾಣ, ಛತ್ತೀಸ್‌ಗಢ, ಜಾರ್ಖಂಡ್ ಹಾಗೂ ಉತ್ತರ ಪ್ರದೇಶ ತಂಡಗಳು ಸೆಮಿಫೈನಲ್ ಪ್ರವೇಶಿಸಿವೆ. ಹರ್ಯಾಣಗೆ ಭಾರೀ ಜಯ: ಮೊದಲನೇ ಕ್ವಾರ್ಟರ್‌ನಲ್ಲಿ ಹರ್ಯಾಣ ತಂಡ ಒಡಿಶಾ ವಿರುದ್ಧ 4-1 ಅಂತರದಿಂದ ಗೆಲುವು ಸಾಧಿಸಿತು. ಛತ್ತೀಸ್‌ಗಢ ಆಟಗಾರ್ತಿಯರ ಉತ್ತಮ ಪ್ರದರ್ಶನದಿಂದ ಪಂದ್ಯವನ್ನು ಗೆದ್ದುಕೊಂಡಿತು. ಜಾರ್ಖಂಡ್‌ಗೆ ಭಾರೀ ಜಯ: ಮೂರನೇ ಕ್ವಾರ್ಟರ್ ಫೈನಲ್‌ನಲ್ಲಿ ಜಾರ್ಖಂಡ್ ತಂಡ ಪಂಜಾಬ್ ತಂಡವನ್ನು 3-1 ಅಂತರದಿಂದ ಮಣಿಸಿತು. bbox=[746, 793, 1006, 900]
across-clue-list bbox=[1054, 1631, 1264, 1772]
cricket-headline: ನ್ಯೂಜಿಲೆಂಡ್‌ಗೆ ಐತಿಹಾಸಿಕ ಗೆಲುವು bbox=[8, 1281, 336, 1316]
swatch-black bbox=[851, 1991, 865, 2005]
who-is-boodihal bbox=[1030, 566, 1262, 648]
prev-across-title: ಎಡದಿಂದ ಬಲಕ್ಕೆ bbox=[938, 1734, 989, 1745]
crossword-cell[interactable] bbox=[886, 1753, 923, 1790]
cricket-body: ಹೊಸದಿಲ್ಲಿ: ಜಿಂಬಾಬ್ವೆ ವಿರುದ್ಧದ ಎರಡನೇ ಟೆಸ್ಟ್ ಪಂದ್ಯದಲ್ಲಿ ನ್ಯೂಜಿಲೆಂಡ್ ತಂಡ ಇನ್ನಿಂಗ್ಸ್ ಮತ್ತು 359 ರನ್‌ಗಳ ಅಂತರದಿಂದ ಗೆಲುವು ಸಾಧಿಸಿ ಇತಿಹಾಸ ನಿರ್ಮಿಸಿದೆ. ಜಿಂಬಾಬ್ವೆ ತಂಡ ಕೇವಲ 117 ರನ್‌ಗಳಿಗೆ ಆಲೌಟ್ ಆಯಿತು. ನ್ಯೂಜಿಲೆಂಡ್ ಮೊದಲ ಇನ್ನಿಂಗ್ಸ್‌ನಲ್ಲಿ 601 ರನ್ ಗಳಿಸಿತ್ತು. ಇದು ಟೆಸ್ಟ್ ಕ್ರಿಕೆಟ್‌ನ ಮೂರನೇ ಅತಿದೊಡ್ಡ ಗೆಲುವು ಎನಿಸಿದೆ. ಮೊದಲ ಇನ್ನಿಂಗ್ಸ್: ಮೊದಲು ಬ್ಯಾಟಿಂಗ್ ಮಾಡಿದ ಜಿಂಬಾಬ್ವೆ ಕೇವಲ 125 ರನ್‌ಗಳಿಗೆ ಆಲೌಟ್ ಆಯಿತು. bbox=[8, 1327, 230, 1420]
tennis-body3: ಡಬಲ್ಸ್ (ಸೆಮಿಫೈನಲ್): ಮ್ಯಾಕ್ಸ್ ಕಿಗ್ / ಯವನ್ ಸೌರವ್ ವಿರುದ್ಧ 7-6(3), 7-6(5) ರಿಂದ ಸೋತರು. 250 ಚಾಲೆಂಜರ್, ಪೋಲೆಂಡ್ ಡಬಲ್ಸ್ (ಸೆಮಿಫೈನಲ್): ನೈಕ್ ಬ್ಲೆನ್ಸ್/ ರುತುಜಾ ಭೋಸಲೆ ಜೋಡಿ 5-7, 6-0, 10-7 ರಿಂದ ಸೋತಿತು. bbox=[222, 1909, 418, 1975]
tennis-body2: ಡಬಲ್ಸ್ (ಸೆಮಿಫೈನಲ್): ಫಿಲ್ಲಿಪ್ ಲೂಕ್/ಭಾರತದ ವಿಜಯ್ ಸುಂದರ್ ಪ್ರಶಾಂತ್ ವಿರುದ್ಧ 6-2, 5-7, 10-7 ರಿಂದ ಸೋತರು. 30,000 ಡಾಲರ್, ಬಾಲಿ, ಇಂಡೋನೇಷ್ಯಾ ಸಿಂಗಲ್ಸ್ (ಸೆಮಿಫೈನಲ್): ಯಾಂಚೆ ಎಲ್ ವಿರುದ್ಧ ಮುಕುಂದ್ 6-2, 6-3 ರಿಂದ ಸೋತರು. ಮಹಿಳೆಯರ 60,000 ಡಬ್ಲ್ಯುಟಿಎ, ಜಪಾನ್ ಡಬಲ್ಸ್ (ಸೆಮಿಫೈನಲ್ಸ್): ವೈದೇಹಿ ಚೌಧರಿ/ರಿಯಾ ಭಾಟಿಯಾ ಜೋಡಿ 6-4, 6-1 ರಿಂದ ಸೋತಿತು. bbox=[428, 1667, 638, 1760]
swatch-yellow bbox=[1188, 1991, 1202, 2005]
